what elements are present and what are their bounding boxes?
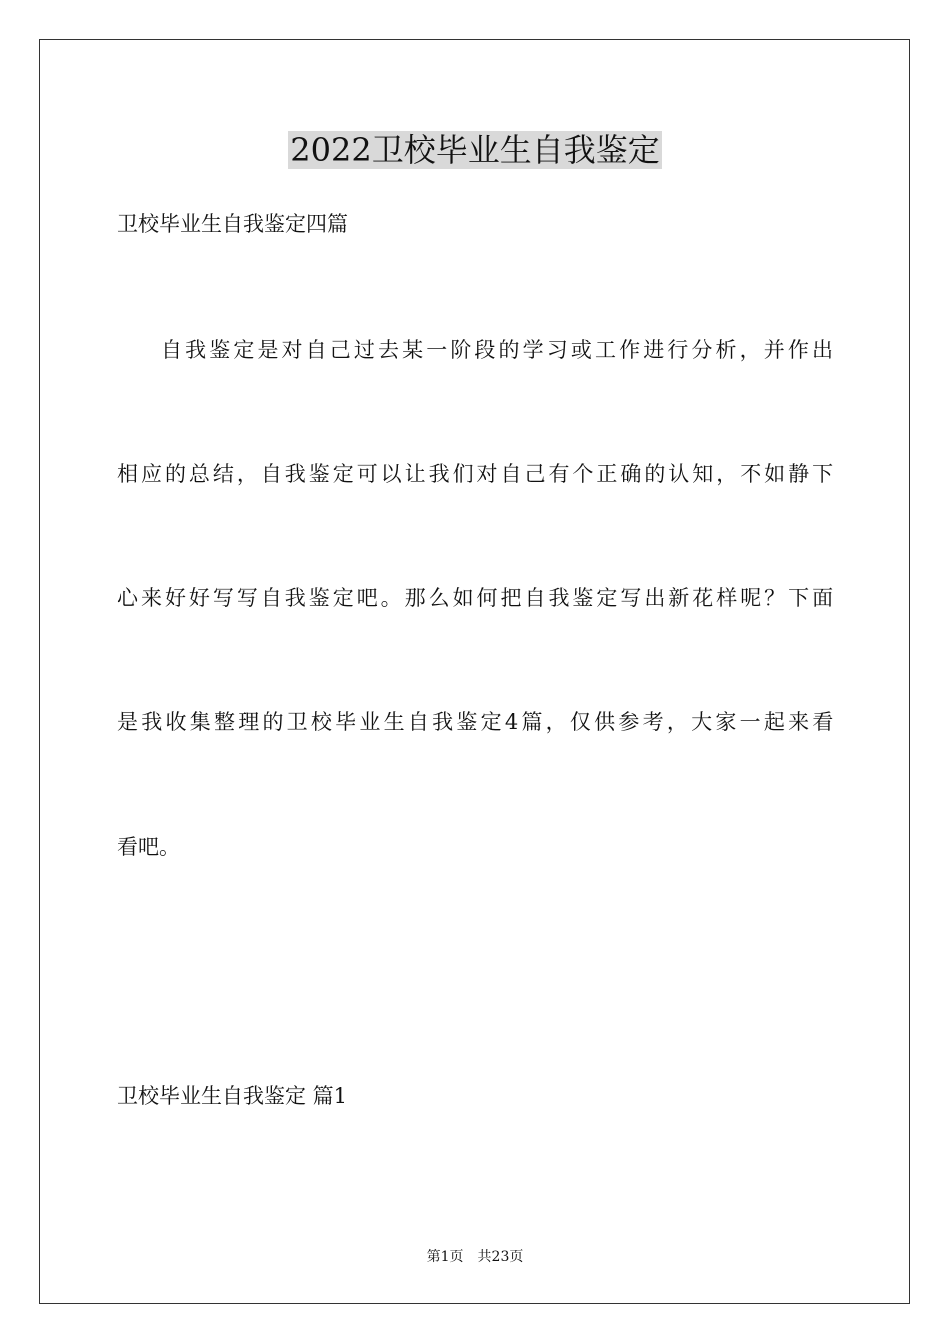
section-heading: 卫校毕业生自我鉴定 篇1 (117, 1084, 348, 1108)
paragraph-line-1: 自我鉴定是对自己过去某一阶段的学习或工作进行分析，并作出 (161, 338, 837, 362)
paragraph-line-4: 是我收集整理的卫校毕业生自我鉴定4篇，仅供参考，大家一起来看 (117, 710, 837, 734)
document-subtitle: 卫校毕业生自我鉴定四篇 (117, 212, 348, 236)
paragraph-line-3: 心来好好写写自我鉴定吧。那么如何把自我鉴定写出新花样呢？下面 (117, 586, 837, 610)
paragraph-line-5: 看吧。 (117, 835, 180, 859)
page-number-footer: 第1页 共23页 (426, 1249, 524, 1265)
paragraph-line-2: 相应的总结，自我鉴定可以让我们对自己有个正确的认知，不如静下 (117, 462, 837, 486)
document-title (0, 128, 950, 172)
document-title-text: 2022卫校毕业生自我鉴定 (290, 131, 660, 169)
